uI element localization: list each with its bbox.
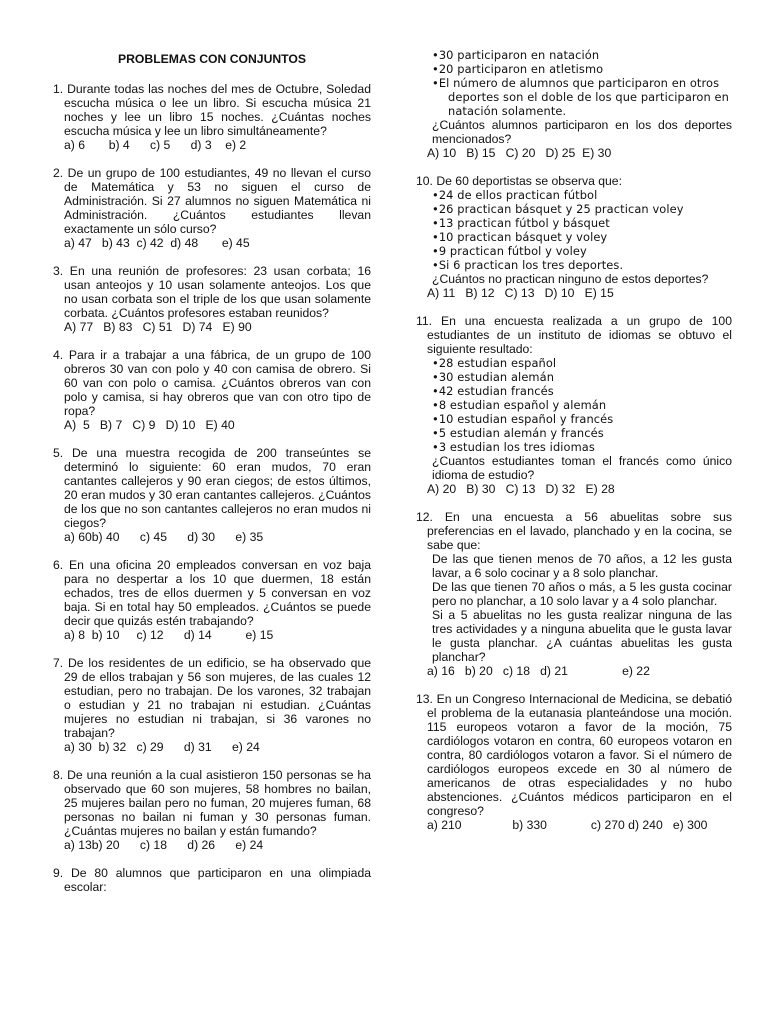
answer-options: A) 77 B) 83 C) 51 D) 74 E) 90 <box>64 320 252 334</box>
problem-text: 11. En una encuesta realizada a un grupo de 100 estudiantes de un instituto de idiomas se obtuvo el siguiente resultado: <box>416 314 732 356</box>
problem-11 <box>416 314 732 496</box>
problem-text: 5. De una muestra recogida de 200 transeúntes se determinó lo siguiente: 60 eran mudos, 70 eran cantantes callejeros y 90 eran ciegos; de estos últimos, 20 eran mudos y 30 eran cantantes callejeros. ¿Cuántos de los que no son cantantes callejeros no eran mudos ni ciegos? <box>53 446 371 530</box>
problem-text: 1. Durante todas las noches del mes de Octubre, Soledad escucha música o lee un libro. Si escucha música 21 noches y lee un libro 15 noches. ¿Cuántas noches escucha música y lee un libro simultáneamente? <box>53 82 371 138</box>
bullet-item: •8 estudian español y alemán <box>432 398 607 412</box>
bullet-item: •30 participaron en natación <box>432 48 600 62</box>
problem-9-continued <box>416 48 732 160</box>
answer-options: a) 13b) 20 c) 18 d) 26 e) 24 <box>64 838 264 852</box>
left-column <box>53 48 371 908</box>
problem-9 <box>53 866 371 894</box>
problem-13 <box>416 692 732 832</box>
answer-options: a) 6 b) 4 c) 5 d) 3 e) 2 <box>64 138 247 152</box>
bullet-item: •3 estudian los tres idiomas <box>432 440 595 454</box>
problem-4 <box>53 348 371 432</box>
answer-options: a) 16 b) 20 c) 18 d) 21 e) 22 <box>427 664 650 678</box>
bullet-item: •Si 6 practican los tres deportes. <box>432 258 624 272</box>
answer-options: a) 8 b) 10 c) 12 d) 14 e) 15 <box>64 628 274 642</box>
problem-text: 8. De una reunión a la cual asistieron 150 personas se ha observado que 60 son mujeres, 58 hombres no bailan, 25 mujeres bailan pero no fuman, 20 mujeres fuman, 68 personas no bailan ni fuman y 30 personas fuman. ¿Cuántas mujeres no bailan y están fumando? <box>53 768 371 838</box>
problem-text: 4. Para ir a trabajar a una fábrica, de un grupo de 100 obreros 30 van con polo y 40 con camisa de obrero. Si 60 van con polo o camisa. ¿Cuántos obreros van con polo y camisa, si hay obreros que van con otro tipo de ropa? <box>53 348 371 418</box>
bullet-item: •El número de alumnos que participaron en otros deportes son el doble de los que participaron en natación solamente. <box>432 76 729 118</box>
problem-text: 2. De un grupo de 100 estudiantes, 49 no llevan el curso de Matemática y 53 no siguen el curso de Administración. Si 27 alumnos no siguen Matemática ni Administración. ¿Cuántos estudiantes llevan exactamente un sólo curso? <box>53 166 371 236</box>
bullet-item: •28 estudian español <box>432 356 557 370</box>
problem-6 <box>53 558 371 642</box>
problem-question: ¿Cuántos alumnos participaron en los dos deportes mencionados? <box>432 118 732 146</box>
problem-12 <box>416 510 732 678</box>
problem-5 <box>53 446 371 544</box>
bullet-item: •13 practican fútbol y básquet <box>432 216 610 230</box>
problem-paragraph: De las que tienen 70 años o más, a 5 les gusta cocinar pero no planchar, a 10 solo lavar y a 4 solo planchar. <box>432 580 732 608</box>
bullet-item: •42 estudian francés <box>432 384 554 398</box>
bullet-item: •10 practican básquet y voley <box>432 230 608 244</box>
problem-paragraph: Si a 5 abuelitas no les gusta realizar ninguna de las tres actividades y a ninguna abuelita que le gusta lavar le gusta planchar. ¿A cuántas abuelitas les gusta planchar? <box>432 608 732 664</box>
problem-text: 12. En una encuesta a 56 abuelitas sobre sus preferencias en el lavado, planchado y en la cocina, se sabe que: <box>416 510 732 552</box>
problem-8 <box>53 768 371 852</box>
answer-options: a) 30 b) 32 c) 29 d) 31 e) 24 <box>64 740 260 754</box>
problem-10 <box>416 174 732 300</box>
problem-paragraph: De las que tienen menos de 70 años, a 12 les gusta lavar, a 6 solo cocinar y a 8 solo planchar. <box>432 552 732 580</box>
problem-text: 10. De 60 deportistas se observa que: <box>416 174 622 188</box>
problem-7 <box>53 656 371 754</box>
answer-options: a) 210 b) 330 c) 270 d) 240 e) 300 <box>427 818 708 832</box>
problem-text: 9. De 80 alumnos que participaron en una olimpiada escolar: <box>53 866 371 894</box>
problem-question: ¿Cuántos no practican ninguno de estos deportes? <box>432 272 709 286</box>
problem-text: 3. En una reunión de profesores: 23 usan corbata; 16 usan anteojos y 10 usan solamente anteojos. Los que no usan corbata son el triple de los que usan solamente corbata. ¿Cuántos profesores estaban reunidos? <box>53 264 371 320</box>
answer-options: A) 5 B) 7 C) 9 D) 10 E) 40 <box>64 418 235 432</box>
answer-options: A) 11 B) 12 C) 13 D) 10 E) 15 <box>427 286 614 300</box>
problem-text: 13. En un Congreso Internacional de Medicina, se debatió el problema de la eutanasia planteándose una moción. 115 europeos votaron a favor de la moción, 75 cardiólogos votaron en contra, 60 europeos votaron en contra, 80 cardiólogos votaron a favor. Si el número de cardiólogos europeos excede en 30 al número de americanos de otras especialidades y no hubo abstenciones. ¿Cuántos médicos participaron en el congreso? <box>416 692 732 818</box>
bullet-item: •5 estudian alemán y francés <box>432 426 604 440</box>
problem-1 <box>53 82 371 152</box>
bullet-item: •26 practican básquet y 25 practican voley <box>432 202 684 216</box>
answer-options: a) 60b) 40 c) 45 d) 30 e) 35 <box>64 530 264 544</box>
right-column <box>416 48 732 846</box>
bullet-item: •20 participaron en atletismo <box>432 62 604 76</box>
answer-options: a) 47 b) 43 c) 42 d) 48 e) 45 <box>64 236 250 250</box>
bullet-item: •30 estudian alemán <box>432 370 555 384</box>
problem-3 <box>53 264 371 334</box>
bullet-item: •9 practican fútbol y voley <box>432 244 587 258</box>
problem-text: 7. De los residentes de un edificio, se ha observado que 29 de ellos trabajan y 56 son mujeres, de las cuales 12 estudian, pero no trabajan. De los varones, 32 trabajan o estudian y 21 no trabajan ni estudian. ¿Cuántas mujeres no estudian ni trabajan, si 36 varones no trabajan? <box>53 656 371 740</box>
problem-text: 6. En una oficina 20 empleados conversan en voz baja para no despertar a los 10 que duermen, 18 están echados, tres de ellos duermen y 5 conversan en voz baja. Si en total hay 50 empleados. ¿Cuántos se puede decir que quizás estén trabajando? <box>53 558 371 628</box>
problem-question: ¿Cuantos estudiantes toman el francés como único idioma de estudio? <box>432 454 732 482</box>
bullet-item: •10 estudian español y francés <box>432 412 614 426</box>
answer-options: A) 20 B) 30 C) 13 D) 32 E) 28 <box>427 482 615 496</box>
page-title: PROBLEMAS CON CONJUNTOS <box>117 52 307 66</box>
problem-2 <box>53 166 371 250</box>
bullet-item: •24 de ellos practican fútbol <box>432 188 598 202</box>
answer-options: A) 10 B) 15 C) 20 D) 25 E) 30 <box>427 146 612 160</box>
